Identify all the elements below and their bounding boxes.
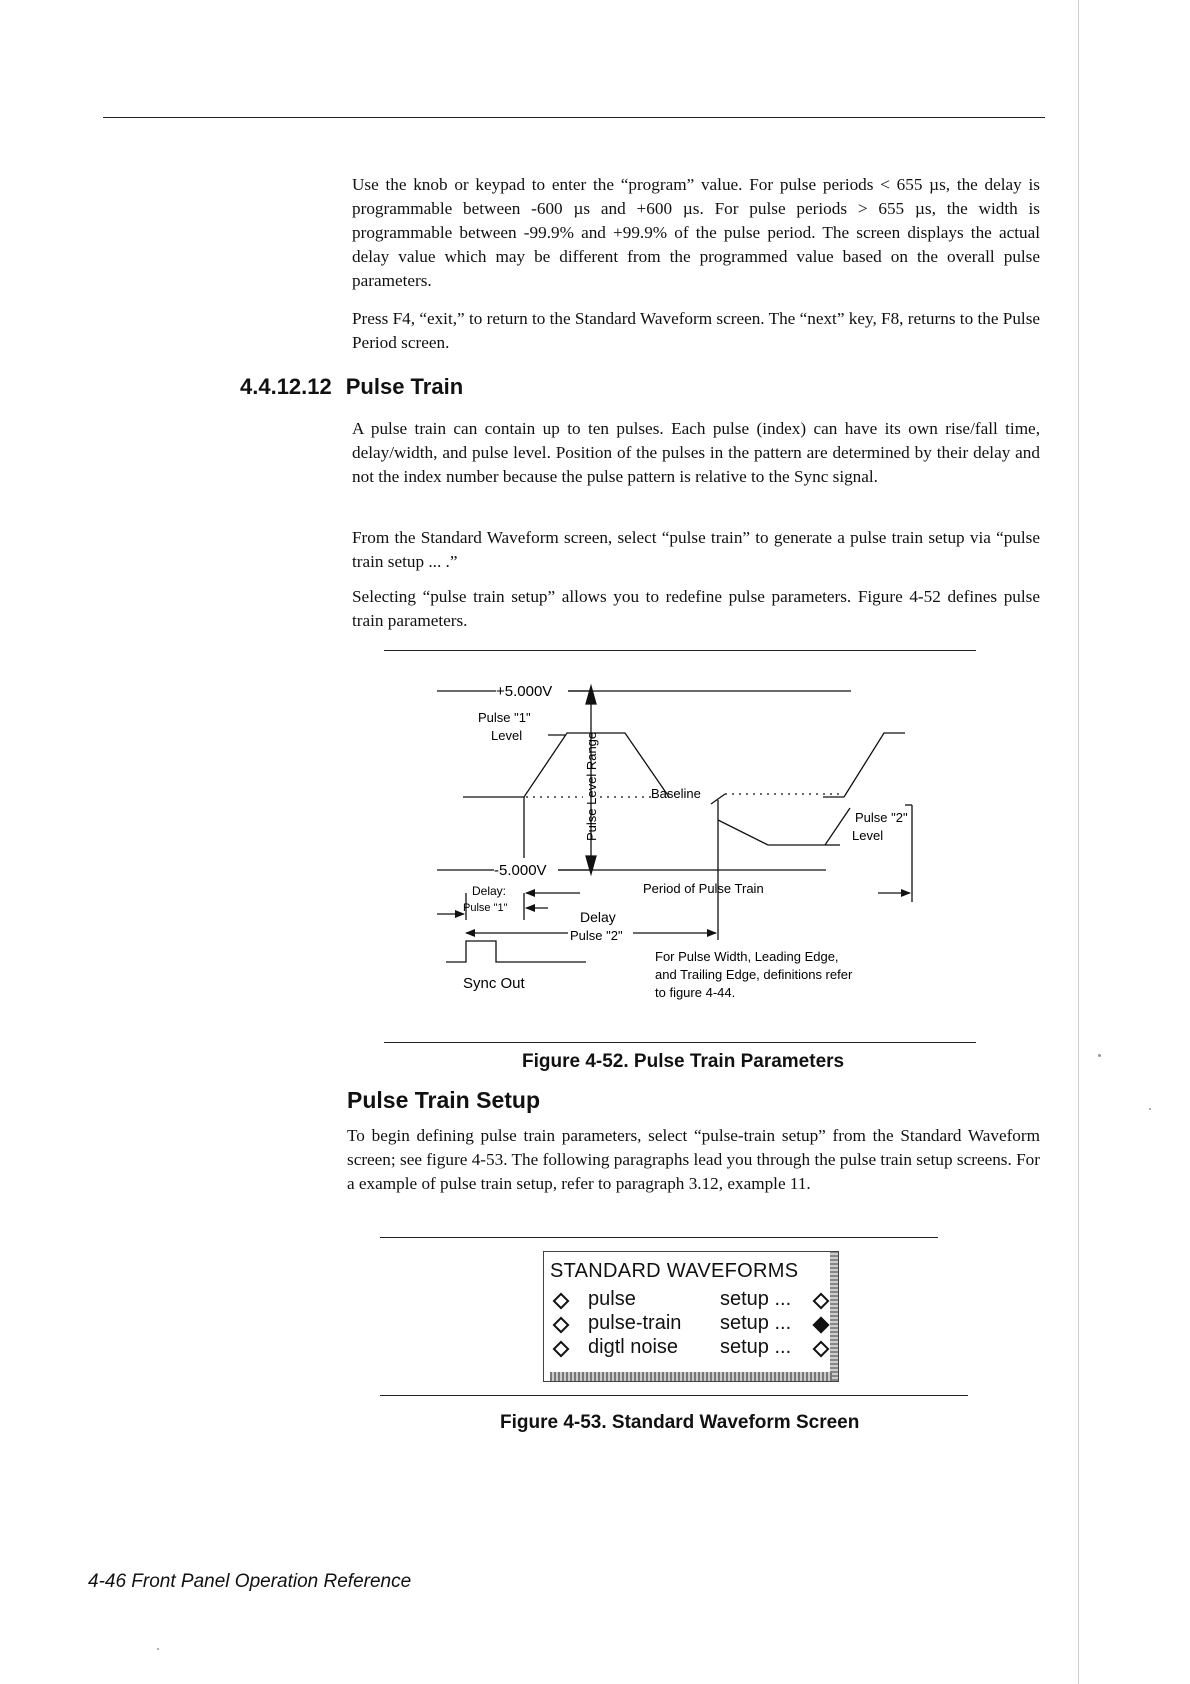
standard-waveform-screen xyxy=(543,1251,839,1382)
delay-p2-label-2: Pulse "2" xyxy=(570,928,623,943)
delay-p1-label-2: Pulse "1" xyxy=(463,902,508,914)
radio-icon xyxy=(553,1341,570,1358)
delay-p1-label-1: Delay: xyxy=(472,884,507,898)
note-line-2: and Trailing Edge, definitions refer xyxy=(655,967,853,982)
period-label: Period of Pulse Train xyxy=(643,881,764,896)
pulse1-label-1: Pulse "1" xyxy=(478,710,531,725)
screen-scrollbar xyxy=(830,1252,838,1381)
range-label: Pulse Level Range xyxy=(584,731,599,841)
selected-indicator-icon xyxy=(813,1317,830,1334)
menu-item-name: pulse xyxy=(588,1288,636,1310)
section-paragraph-3: Selecting “pulse train setup” allows you to redefine pulse parameters. Figure 4-52 defines pulse train parameters. xyxy=(352,587,1040,630)
note-line-1: For Pulse Width, Leading Edge, xyxy=(655,949,839,964)
baseline-label: Baseline xyxy=(651,786,701,801)
scan-edge-line xyxy=(1078,0,1079,1684)
subsection-paragraph: To begin defining pulse train parameters, select “pulse-train setup” from the Standard Waveform screen; see figure 4-53. The following paragraphs lead you through the pulse train setup screens. For a example of pulse train setup, refer to paragraph 3.12, example 11. xyxy=(347,1126,1040,1193)
intro-paragraph-1: Use the knob or keypad to enter the “program” value. For pulse periods < 655 µs, the delay is programmable between -600 µs and +600 µs. For pulse periods > 655 µs, the width is programmable between -99.9% and +99.9% of the pulse period. The screen displays the actual delay value which may be different from the programmed value based on the overall pulse parameters. xyxy=(352,175,1040,290)
section-paragraph-2: From the Standard Waveform screen, select “pulse train” to generate a pulse train setup via “pulse train setup ... .” xyxy=(352,528,1040,571)
figure-53-bottom-rule xyxy=(380,1395,968,1396)
radio-icon xyxy=(553,1317,570,1334)
radio-icon xyxy=(553,1293,570,1310)
sync-out-waveform xyxy=(446,941,586,962)
menu-row-digtl-noise[interactable] xyxy=(550,1336,830,1360)
scan-speck xyxy=(1149,1108,1151,1110)
menu-row-pulse[interactable] xyxy=(550,1288,830,1312)
menu-item-name: pulse-train xyxy=(588,1312,682,1334)
menu-item-setup: setup ... xyxy=(720,1288,792,1310)
pulse1-label-2: Level xyxy=(491,728,523,743)
subsection-title: Pulse Train Setup xyxy=(347,1087,540,1113)
section-paragraph-1: A pulse train can contain up to ten pulses. Each pulse (index) can have its own rise/fall time, delay/width, and pulse level. Position of the pulses in the pattern are determined by their delay and not the index number because the pulse pattern is relative to the Sync signal. xyxy=(352,419,1040,486)
pulse2-rise xyxy=(844,733,905,797)
note-line-3: to figure 4-44. xyxy=(655,985,736,1000)
menu-item-setup: setup ... xyxy=(720,1336,792,1358)
pulse2-label-1: Pulse "2" xyxy=(855,810,908,825)
sync-out-label: Sync Out xyxy=(463,975,525,992)
section-number: 4.4.12.12 xyxy=(240,374,332,399)
pulse2-label-2: Level xyxy=(852,828,884,843)
intro-paragraph-2: Press F4, “exit,” to return to the Standard Waveform screen. The “next” key, F8, returns to the Pulse Period screen. xyxy=(352,309,1041,352)
section-title: Pulse Train xyxy=(345,374,464,399)
menu-row-pulse-train[interactable] xyxy=(550,1312,830,1336)
scan-speck xyxy=(1098,1054,1101,1057)
option-indicator-icon xyxy=(813,1293,830,1310)
option-indicator-icon xyxy=(813,1341,830,1358)
vmin-label: -5.000V xyxy=(494,862,547,879)
figure-52-caption: Figure 4-52. Pulse Train Parameters xyxy=(522,1051,845,1072)
figure-53-caption: Figure 4-53. Standard Waveform Screen xyxy=(500,1412,860,1433)
screen-title: STANDARD WAVEFORMS xyxy=(550,1260,799,1282)
menu-item-setup: setup ... xyxy=(720,1312,792,1334)
vmax-label: +5.000V xyxy=(496,683,553,700)
page-footer: 4-46 Front Panel Operation Reference xyxy=(88,1571,412,1592)
menu-item-name: digtl noise xyxy=(588,1336,679,1358)
delay-p2-label-1: Delay xyxy=(580,909,616,925)
screen-bottom-bar xyxy=(550,1372,832,1381)
figure-53-top-rule xyxy=(380,1237,938,1238)
pulse2-shape xyxy=(718,808,850,845)
scan-speck xyxy=(157,1648,159,1650)
